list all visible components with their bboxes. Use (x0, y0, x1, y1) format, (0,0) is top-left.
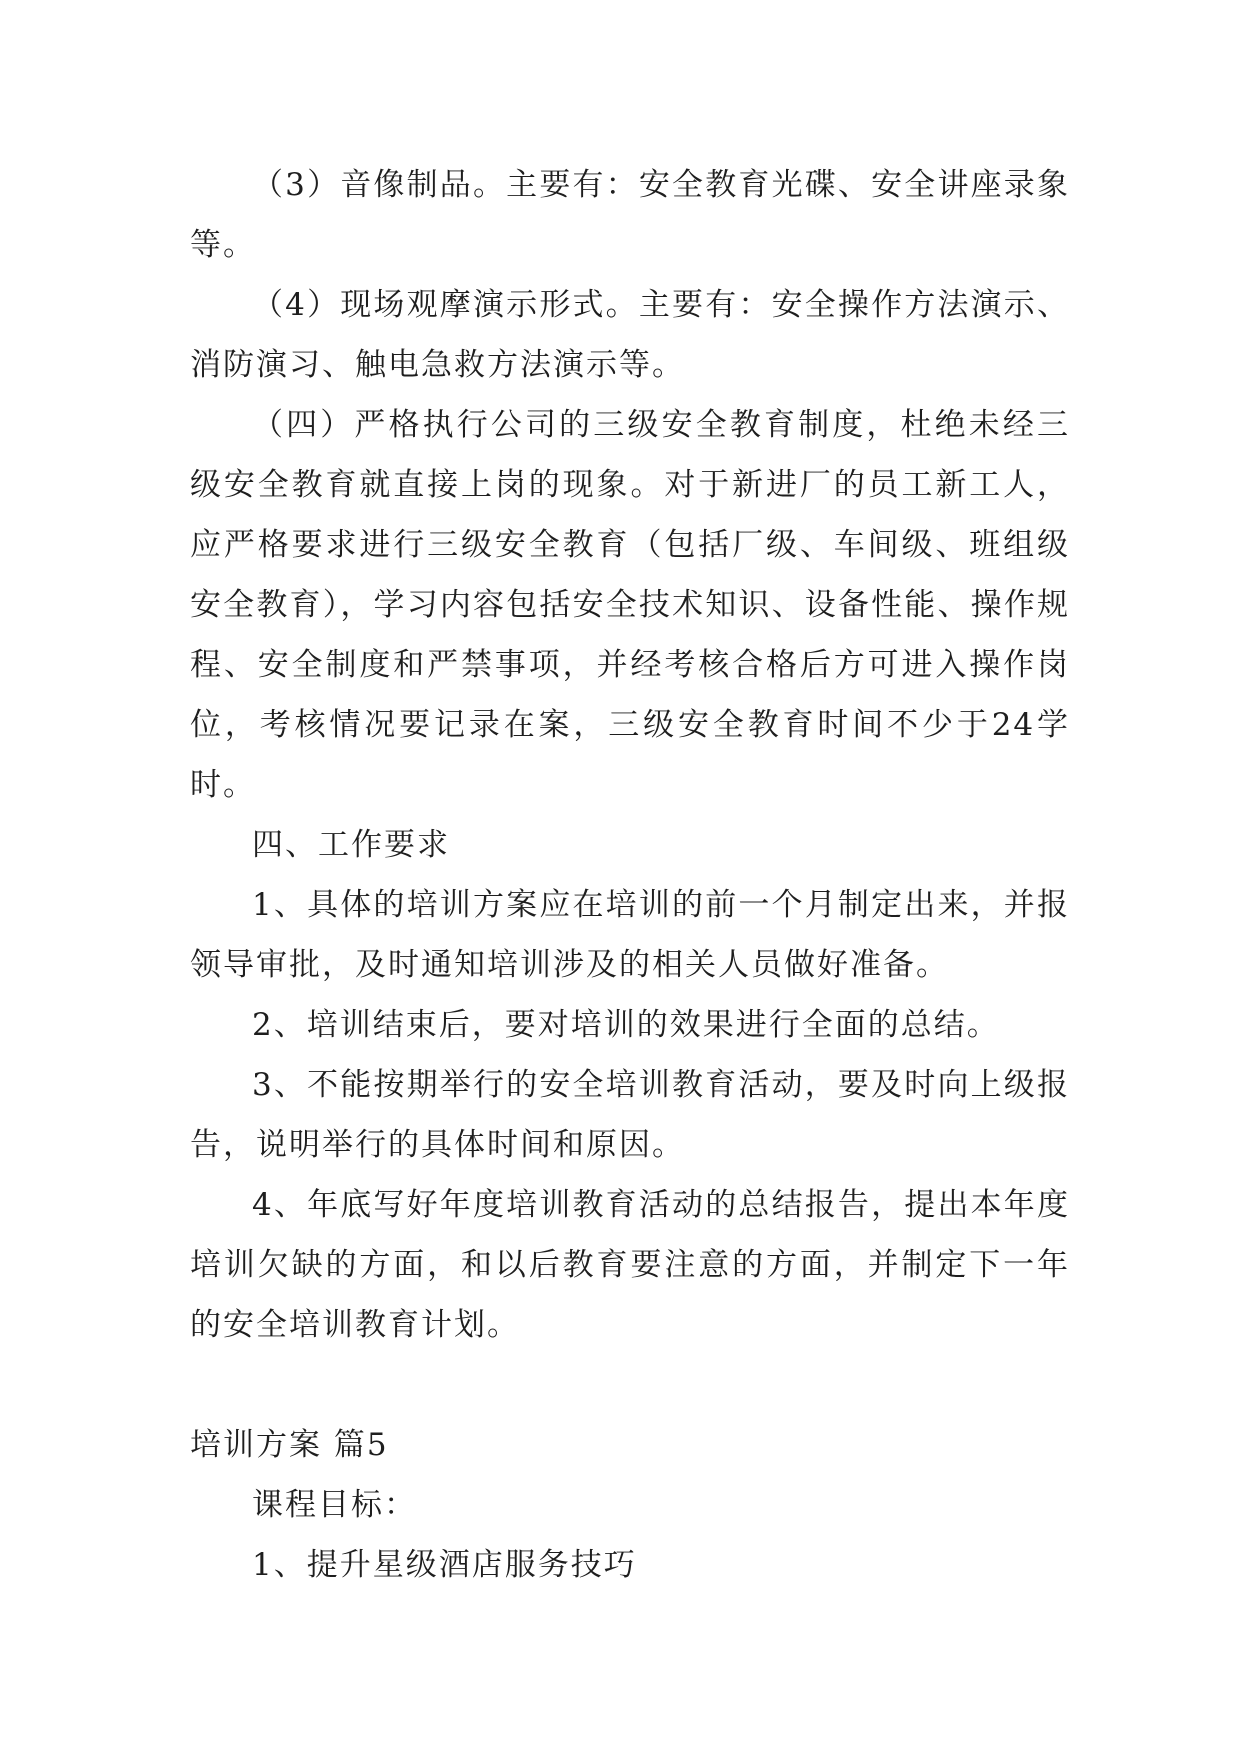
paragraph-audio-video: （3）音像制品。主要有：安全教育光碟、安全讲座录象等。 (190, 167, 1070, 263)
section-spacer (190, 1355, 1070, 1415)
document-body (190, 155, 1070, 1595)
paragraph-course-goals: 课程目标： (252, 1487, 417, 1523)
paragraph-onsite-demo: （4）现场观摩演示形式。主要有：安全操作方法演示、消防演习、触电急救方法演示等。 (190, 287, 1070, 383)
section-heading: 培训方案 篇5 (190, 1427, 389, 1463)
paragraph-goal-1: 1、提升星级酒店服务技巧 (252, 1547, 637, 1583)
paragraph-requirement-3: 3、不能按期举行的安全培训教育活动，要及时向上级报告，说明举行的具体时间和原因。 (190, 1067, 1070, 1163)
paragraph-requirement-1: 1、具体的培训方案应在培训的前一个月制定出来，并报领导审批，及时通知培训涉及的相关人员做好准备。 (190, 887, 1070, 983)
heading-work-requirements: 四、工作要求 (252, 827, 450, 863)
paragraph-requirement-4: 4、年底写好年度培训教育活动的总结报告，提出本年度培训欠缺的方面，和以后教育要注意的方面，并制定下一年的安全培训教育计划。 (190, 1187, 1070, 1343)
paragraph-requirement-2: 2、培训结束后，要对培训的效果进行全面的总结。 (252, 1007, 1000, 1043)
paragraph-three-level-education: （四）严格执行公司的三级安全教育制度，杜绝未经三级安全教育就直接上岗的现象。对于新进厂的员工新工人，应严格要求进行三级安全教育（包括厂级、车间级、班组级安全教育），学习内容包括安全技术知识、设备性能、操作规程、安全制度和严禁事项，并经考核合格后方可进入操作岗位，考核情况要记录在案，三级安全教育时间不少于24学时。 (190, 407, 1070, 803)
